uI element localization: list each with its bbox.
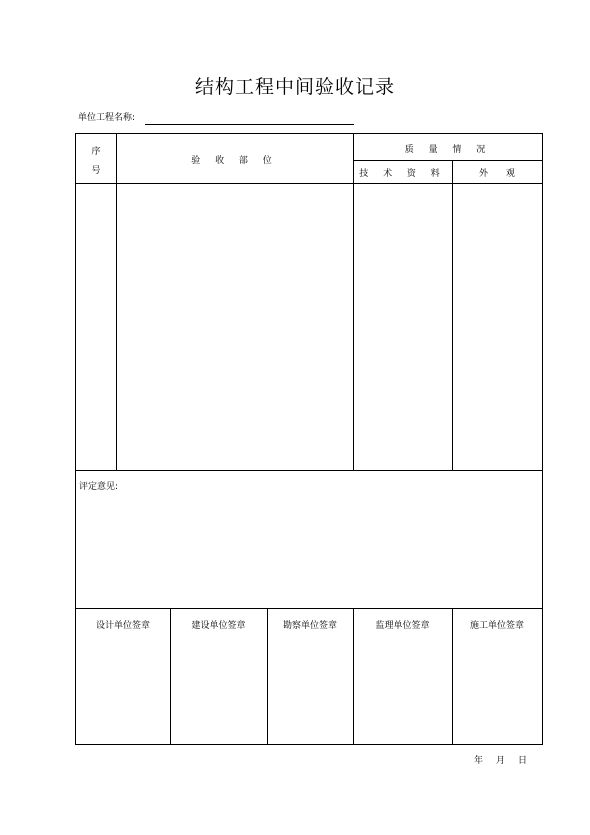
header-appearance: 外 观 xyxy=(478,169,515,179)
survey-unit-signature-label: 勘察单位签章 xyxy=(282,621,337,631)
divider xyxy=(353,160,543,161)
header-quality-status: 质 量 情 况 xyxy=(404,145,492,155)
evaluation-label: 评定意见: xyxy=(79,482,119,492)
divider xyxy=(76,183,542,184)
construction-owner-signature-label: 建设单位签章 xyxy=(191,621,246,631)
header-seq-2: 号 xyxy=(91,166,101,176)
header-seq: 序 xyxy=(91,147,101,157)
divider xyxy=(76,608,542,609)
divider xyxy=(353,134,354,470)
supervision-unit-signature-label: 监理单位签章 xyxy=(375,621,430,631)
header-technical-docs: 技 术 资 料 xyxy=(359,169,446,179)
project-name-field[interactable] xyxy=(145,124,354,125)
acceptance-form-table xyxy=(75,133,543,745)
contractor-signature-label: 施工单位签章 xyxy=(469,621,524,631)
divider xyxy=(452,161,453,470)
project-name-label: 单位工程名称: xyxy=(78,113,136,123)
divider xyxy=(116,134,117,470)
divider xyxy=(76,470,542,471)
date-line: 年 月 日 xyxy=(474,756,530,766)
design-unit-signature-label: 设计单位签章 xyxy=(95,621,150,631)
header-acceptance-part: 验 收 部 位 xyxy=(191,156,278,166)
document-title: 结构工程中间验收记录 xyxy=(194,76,395,98)
